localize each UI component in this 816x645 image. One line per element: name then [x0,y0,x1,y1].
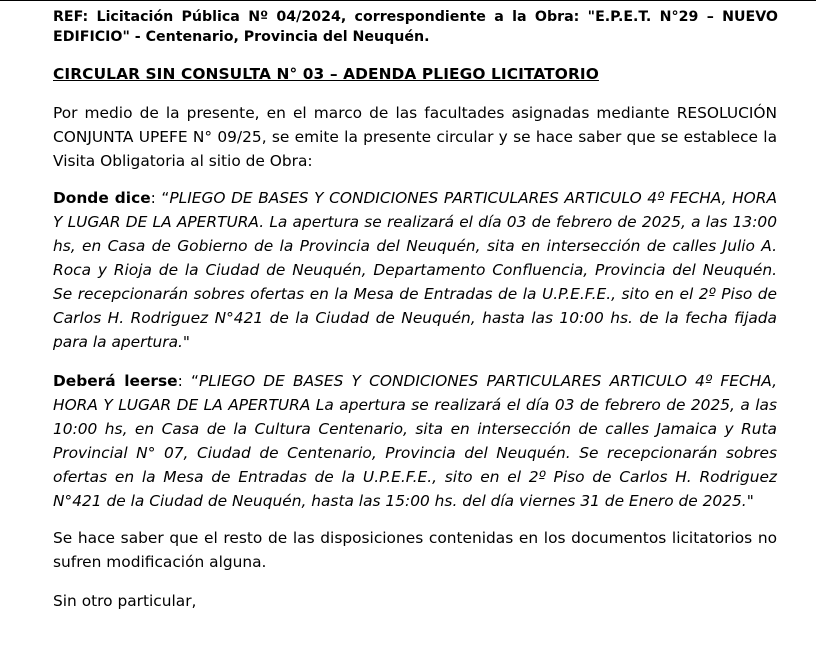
donde-dice-close-quote: " [182,333,190,351]
debera-leerse-close-quote: " [746,492,754,510]
note-paragraph: Se hace saber que el resto de las disposiciones contenidas en los documentos licitatorios no sufren modificación alguna. [53,529,777,571]
donde-dice-text: PLIEGO DE BASES Y CONDICIONES PARTICULARES ARTICULO 4º FECHA, HORA Y LUGAR DE LA APERTURA. La apertura se realizará el día 03 de febrero de 2025, a las 13:00 hs, en Casa de Gobierno de la Provincia del Neuquén, sita en intersección de calles Julio A. Roca y Rioja de la Ciudad de Neuquén, Departamento Confluencia, Provincia del Neuquén. Se recepcionarán sobres ofertas en la Mesa de Entradas de la U.P.E.F.E., sito en el 2º Piso de Carlos H. Rodriguez N°421 de la Ciudad de Neuquén, hasta las 10:00 hs. de la fecha fijada para la apertura. [53,189,777,351]
debera-leerse-separator: : “ [177,372,199,390]
top-border-line [0,0,816,1]
debera-leerse-label: Deberá leerse [53,372,178,390]
donde-dice-separator: : “ [150,189,170,207]
debera-leerse-text: PLIEGO DE BASES Y CONDICIONES PARTICULARES ARTICULO 4º FECHA, HORA Y LUGAR DE LA APERTURA La apertura se realizará el día 03 de febrero de 2025, a las 10:00 hs, en Casa de la Cultura Centenario, sita en intersección de calles Jamaica y Ruta Provincial N° 07, Ciudad de Centenario, Provincia del Neuquén. Se recepcionarán sobres ofertas en la Mesa de Entradas de la U.P.E.F.E., sito en el 2º Piso de Carlos H. Rodriguez N°421 de la Ciudad de Neuquén, hasta las 15:00 hs. del día viernes 31 de Enero de 2025. [53,372,777,510]
donde-dice-label: Donde dice [53,189,151,207]
donde-dice-paragraph [53,186,777,354]
closing-line: Sin otro particular, [53,592,197,610]
document-title: CIRCULAR SIN CONSULTA N° 03 – ADENDA PLIEGO LICITATORIO [53,65,599,83]
reference-line: REF: Licitación Pública Nº 04/2024, correspondiente a la Obra: "E.P.E.T. N°29 – NUEVO EDIFICIO" - Centenario, Provincia del Neuquén. [53,9,778,45]
intro-paragraph: Por medio de la presente, en el marco de las facultades asignadas mediante RESOLUCIÓN CONJUNTA UPEFE N° 09/25, se emite la presente circular y se hace saber que se establece la Visita Obligatoria al sitio de Obra: [53,104,777,170]
debera-leerse-paragraph [53,369,777,513]
